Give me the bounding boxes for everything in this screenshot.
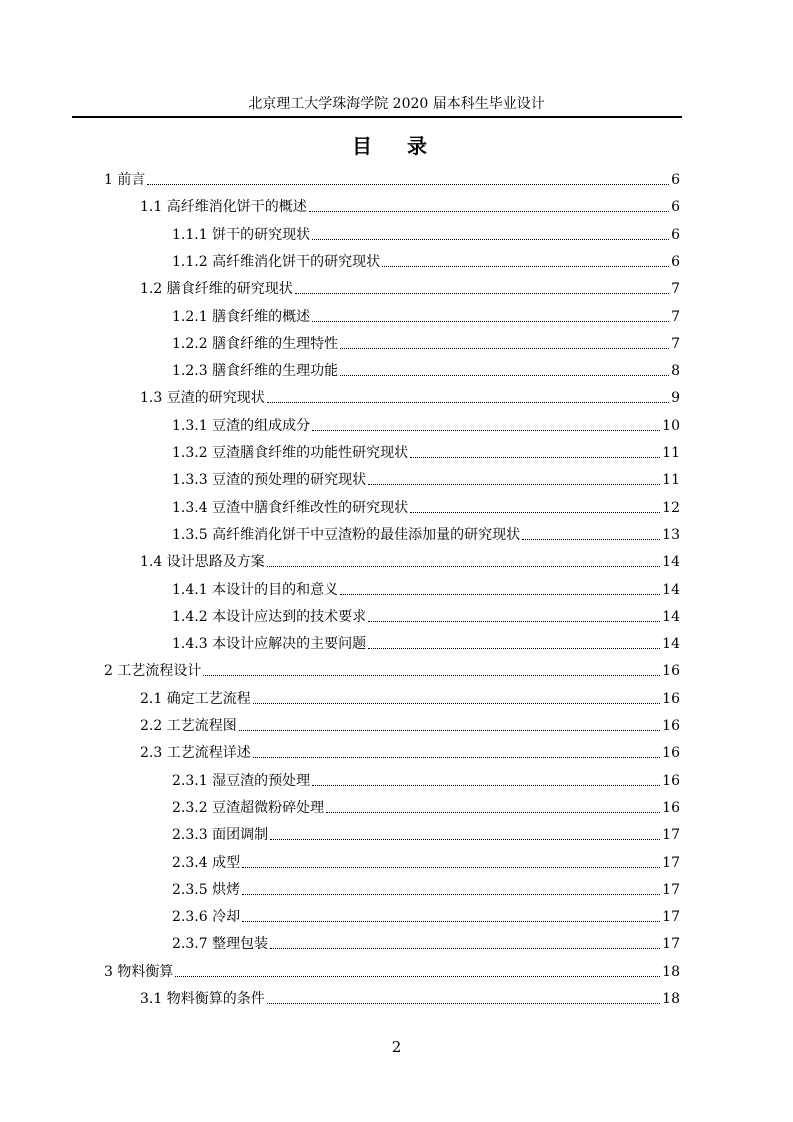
toc-entry-page: 7 [671, 308, 680, 325]
toc-entry-label: 2.1 确定工艺流程 [140, 690, 251, 707]
toc-entry-label: 1.4.1 本设计的目的和意义 [172, 581, 339, 598]
toc-leader-dots [267, 1003, 660, 1004]
toc-leader-dots [312, 239, 669, 240]
toc-entry-page: 11 [662, 472, 680, 489]
toc-entry-label: 1.4.2 本设计应达到的技术要求 [172, 608, 367, 625]
toc-leader-dots [368, 484, 660, 485]
toc-entry[interactable] [172, 794, 680, 818]
toc-entry-label: 2.3.1 湿豆渣的预处理 [172, 772, 311, 789]
toc-entry-label: 1.2.3 膳食纤维的生理功能 [172, 363, 339, 380]
toc-entry[interactable] [104, 166, 680, 190]
toc-leader-dots [253, 757, 660, 758]
toc-entry[interactable] [104, 657, 680, 681]
toc-entry-label: 3 物料衡算 [104, 963, 174, 980]
toc-leader-dots [382, 266, 669, 267]
toc-entry-page: 17 [662, 909, 680, 926]
toc-leader-dots [242, 921, 660, 922]
toc-entry-page: 16 [662, 799, 680, 816]
toc-entry-page: 14 [662, 554, 680, 571]
toc-leader-dots [203, 675, 660, 676]
toc-entry[interactable] [140, 384, 680, 408]
toc-entry[interactable] [172, 330, 680, 354]
toc-entry-label: 2.3.4 成型 [172, 854, 241, 871]
toc-entry-page: 7 [671, 281, 680, 298]
toc-entry-page: 16 [662, 745, 680, 762]
toc-entry-page: 11 [662, 445, 680, 461]
toc-entry-page: 6 [671, 199, 680, 216]
toc-entry-label: 1.3 豆渣的研究现状 [140, 390, 265, 407]
toc-entry-page: 6 [671, 253, 680, 270]
toc-entry-page: 16 [662, 718, 680, 734]
toc-leader-dots [410, 457, 660, 458]
toc-entry-page: 18 [662, 963, 680, 980]
toc-leader-dots [340, 348, 669, 349]
toc-leader-dots [267, 402, 669, 403]
toc-entry-label: 1.3.4 豆渣中膳食纤维改性的研究现状 [172, 499, 409, 516]
toc-entry[interactable] [140, 985, 680, 1009]
toc-entry-label: 1.3.3 豆渣的预处理的研究现状 [172, 472, 367, 489]
toc-entry-page: 12 [662, 499, 680, 516]
toc-leader-dots [242, 894, 660, 895]
toc-entry-label: 1.4.3 本设计应解决的主要问题 [172, 636, 367, 653]
toc-leader-dots [253, 703, 660, 704]
toc-entry-label: 1.1 高纤维消化饼干的概述 [140, 199, 307, 216]
toc-entry-label: 1.2 膳食纤维的研究现状 [140, 281, 293, 298]
toc-entry[interactable] [172, 439, 680, 463]
toc-entry[interactable] [172, 248, 680, 272]
toc-entry[interactable] [172, 521, 680, 545]
toc-entry-page: 16 [662, 663, 680, 680]
toc-entry-page: 6 [671, 226, 680, 243]
toc-entry[interactable] [172, 494, 680, 518]
toc-entry-page: 8 [671, 363, 680, 380]
toc-entry-label: 2.3.7 整理包装 [172, 936, 269, 953]
toc-entry[interactable] [172, 357, 680, 381]
page-number: 2 [391, 1038, 402, 1056]
toc-leader-dots [340, 594, 660, 595]
toc-entry-page: 16 [662, 772, 680, 789]
toc-entry-page: 17 [662, 827, 680, 844]
toc-leader-dots [270, 839, 660, 840]
toc-entry[interactable] [172, 849, 680, 873]
toc-entry-page: 13 [662, 526, 680, 543]
toc-entry-label: 2.3 工艺流程详述 [140, 745, 251, 762]
toc-entry-label: 1.3.1 豆渣的组成成分 [172, 417, 311, 434]
toc-entry-page: 7 [671, 335, 680, 352]
toc-leader-dots [326, 812, 660, 813]
toc-entry-label: 1.2.2 膳食纤维的生理特性 [172, 335, 339, 352]
toc-entry-page: 17 [662, 936, 680, 953]
toc-entry[interactable] [172, 630, 680, 654]
toc-leader-dots [340, 375, 669, 376]
toc-entry-label: 3.1 物料衡算的条件 [140, 991, 265, 1007]
toc-leader-dots [270, 948, 660, 949]
toc-entry-page: 16 [662, 690, 680, 707]
toc-entry-label: 2.3.5 烘烤 [172, 881, 241, 898]
toc-entry-label: 2 工艺流程设计 [104, 663, 202, 680]
toc-entry-page: 17 [662, 881, 680, 898]
toc-leader-dots [295, 293, 669, 294]
toc-entry-page: 14 [662, 581, 680, 598]
toc-entry[interactable] [104, 958, 680, 982]
toc-entry-label: 1.2.1 膳食纤维的概述 [172, 308, 311, 325]
toc-leader-dots [368, 621, 660, 622]
toc-entry-label: 1 前言 [104, 172, 146, 188]
toc-entry[interactable] [172, 903, 680, 927]
toc-leader-dots [312, 430, 660, 431]
toc-leader-dots [312, 785, 660, 786]
toc-entry[interactable] [172, 930, 680, 954]
toc-entry-page: 17 [662, 854, 680, 871]
toc-leader-dots [522, 539, 660, 540]
toc-entry-page: 18 [662, 991, 680, 1007]
toc-entry-label: 2.3.6 冷却 [172, 909, 241, 926]
toc-entry-label: 2.3.2 豆渣超微粉碎处理 [172, 799, 325, 816]
toc-leader-dots [147, 184, 669, 185]
toc-leader-dots [175, 976, 660, 977]
toc-entry-label: 1.1.1 饼干的研究现状 [172, 226, 311, 243]
toc-entry[interactable] [172, 221, 680, 245]
toc-entry[interactable] [172, 576, 680, 600]
toc-entry-page: 10 [662, 417, 680, 434]
toc-entry[interactable] [172, 412, 680, 436]
toc-entry[interactable] [172, 821, 680, 845]
toc-entry[interactable] [172, 767, 680, 791]
toc-entry[interactable] [140, 685, 680, 709]
toc-leader-dots [239, 730, 660, 731]
running-header: 北京理工大学珠海学院 2020 届本科生毕业设计 [248, 96, 545, 112]
toc-entry-page: 6 [671, 172, 680, 188]
toc-entry-page: 14 [662, 608, 680, 625]
toc-entry-page: 14 [662, 636, 680, 653]
toc-leader-dots [242, 867, 660, 868]
toc-entry[interactable] [140, 739, 680, 763]
toc-leader-dots [410, 512, 660, 513]
toc-entry-label: 1.3.5 高纤维消化饼干中豆渣粉的最佳添加量的研究现状 [172, 526, 521, 543]
toc-entry[interactable] [172, 303, 680, 327]
toc-leader-dots [267, 566, 660, 567]
toc-entry-page: 9 [671, 390, 680, 407]
toc-entry[interactable] [140, 548, 680, 572]
toc-entry[interactable] [172, 876, 680, 900]
toc-entry-label: 2.3.3 面团调制 [172, 827, 269, 844]
toc-title: 目 录 [352, 134, 441, 158]
toc-entry[interactable] [172, 466, 680, 490]
toc-entry-label: 1.3.2 豆渣膳食纤维的功能性研究现状 [172, 445, 409, 461]
toc-entry-label: 1.1.2 高纤维消化饼干的研究现状 [172, 253, 381, 270]
toc-entry[interactable] [140, 193, 680, 217]
toc-entry[interactable] [172, 603, 680, 627]
header-rule [72, 116, 682, 118]
toc-leader-dots [312, 321, 669, 322]
toc-leader-dots [368, 648, 660, 649]
toc-entry-label: 1.4 设计思路及方案 [140, 554, 265, 571]
toc-entry[interactable] [140, 275, 680, 299]
toc-entry[interactable] [140, 712, 680, 736]
toc-entry-label: 2.2 工艺流程图 [140, 718, 237, 734]
toc-leader-dots [309, 211, 669, 212]
